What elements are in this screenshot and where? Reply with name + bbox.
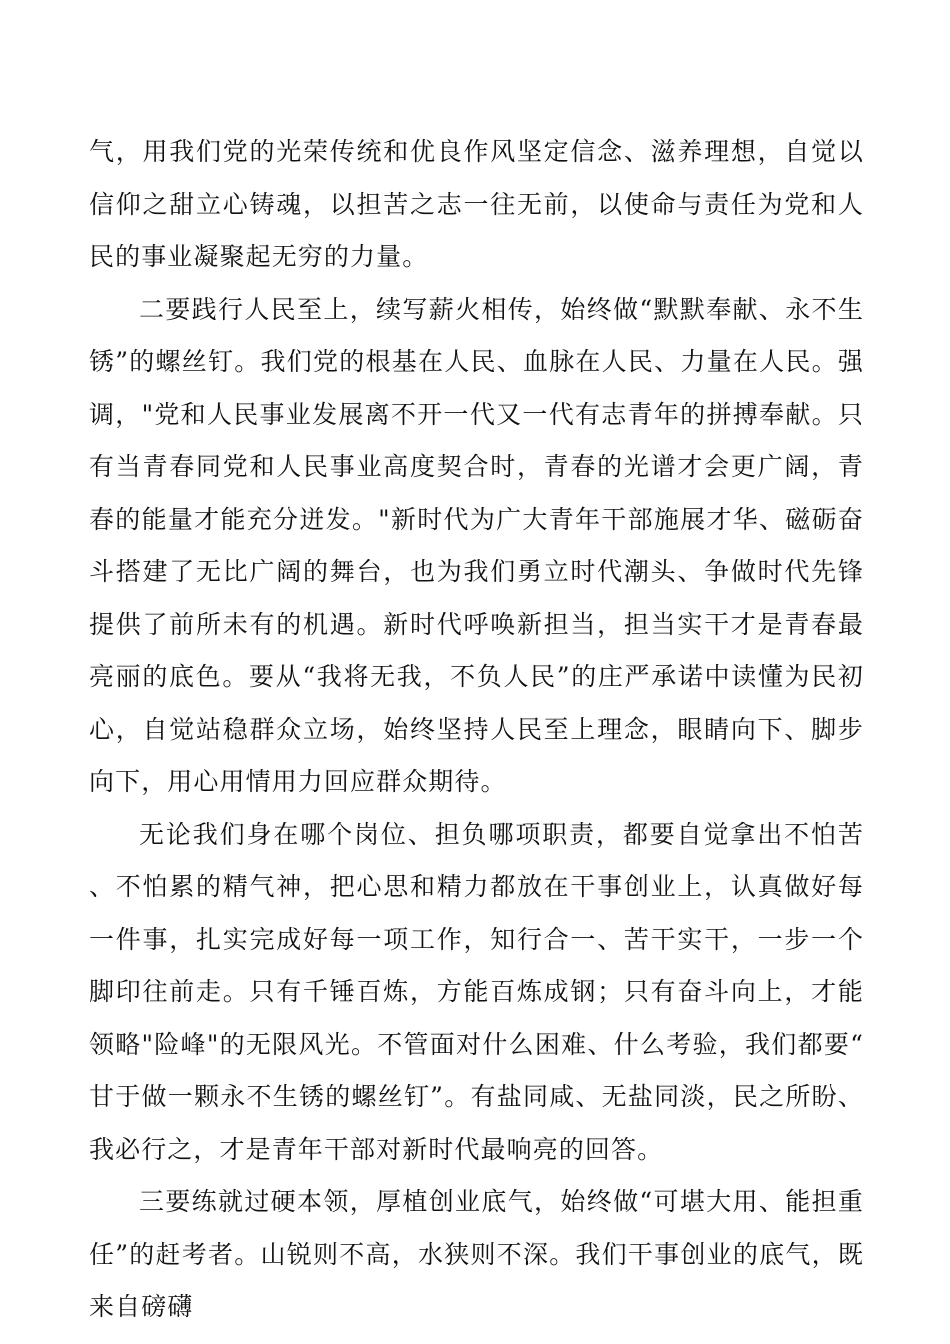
paragraph-continued: 气，用我们党的光荣传统和优良作风坚定信念、滋养理想，自觉以信仰之甜立心铸魂，以担苦之志一往无前，以使命与责任为党和人民的事业凝聚起无穷的力量。 [89,137,864,271]
document-body [89,126,864,1334]
paragraph-people-first: 二要践行人民至上，续写薪火相传，始终做“默默奉献、永不生锈”的螺丝钉。我们党的根基在人民、血脉在人民、力量在人民。强调，"党和人民事业发展离不开一代又一代有志青年的拼搏奉献。只有当青春同党和人民事业高度契合时，青春的光谱才会更广阔，青春的能量才能充分迸发。"新时代为广大青年干部施展才华、磁砺奋斗搭建了无比广阔的舞台，也为我们勇立时代潮头、争做时代先锋提供了前所未有的机遇。新时代呼唤新担当，担当实干才是青春最亮丽的底色。要从“我将无我，不负人民”的庄严承诺中读懂为民初心，自觉站稳群众立场，始终坚持人民至上理念，眼睛向下、脚步向下，用心用情用力回应群众期待。 [89,294,864,796]
paragraph-skills: 三要练就过硬本领，厚植创业底气，始终做“可堪大用、能担重任”的赶考者。山锐则不高，水狭则不深。我们干事创业的底气，既来自磅礴 [89,1187,864,1321]
paragraph-hard-work: 无论我们身在哪个岗位、担负哪项职责，都要自觉拿出不怕苦、不怕累的精气神，把心思和精力都放在干事创业上，认真做好每一件事，扎实完成好每一项工作，知行合一、苦干实干，一步一个脚印往前走。只有千锤百炼，方能百炼成钢；只有奋斗向上，才能领略"险峰"的无限风光。不管面对什么困难、什么考验，我们都要“甘于做一颗永不生锈的螺丝钉”。有盐同咸、无盐同淡，民之所盼、我必行之，才是青年干部对新时代最响亮的回答。 [89,819,864,1164]
